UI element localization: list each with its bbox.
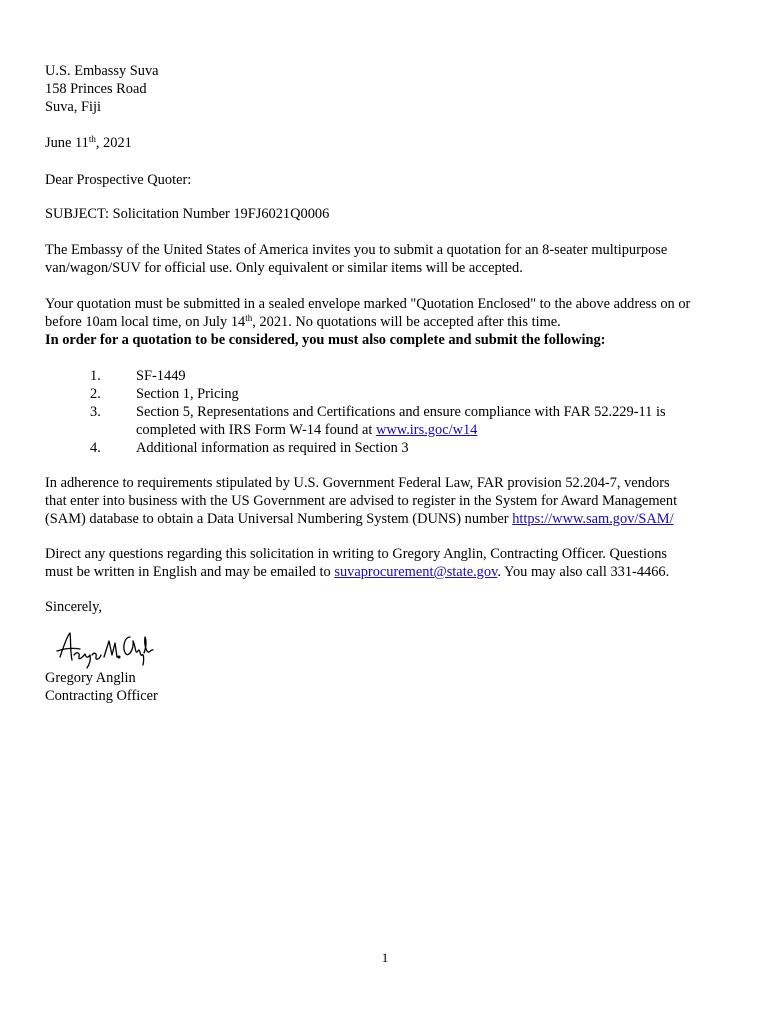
list-item: 4. Additional information as required in Section 3 <box>90 440 409 456</box>
list-item: 3. Section 5, Representations and Certifications and ensure compliance with FAR 52.229-11 is completed with IRS Form W-14 found at www.irs.goc/w14 <box>90 404 666 438</box>
signature-image <box>54 627 154 669</box>
page-number: 1 <box>381 950 389 965</box>
subject-line: SUBJECT: Solicitation Number 19FJ6021Q0006 <box>45 206 330 222</box>
requirements-list <box>45 367 735 457</box>
intro-paragraph: The Embassy of the United States of America invites you to submit a quotation for an 8-seater multipurpose van/wagon/SUV for official use. Only equivalent or similar items will be accepted. <box>45 242 668 276</box>
list-item: 2. Section 1, Pricing <box>90 386 239 402</box>
salutation: Dear Prospective Quoter: <box>45 172 192 188</box>
sam-paragraph: In adherence to requirements stipulated by U.S. Government Federal Law, FAR provision 52.204-7, vendors that enter into business with the US Government are advised to register in the System for Award Management (SAM) database to obtain a Data Universal Numbering System (DUNS) number https://www.sam.gov/SAM/ <box>45 475 678 527</box>
sam-link[interactable]: https://www.sam.gov/SAM/ <box>512 511 674 527</box>
signer-title: Contracting Officer <box>45 688 158 704</box>
contact-paragraph: Direct any questions regarding this solicitation in writing to Gregory Anglin, Contracting Officer. Questions must be written in English and may be emailed to suvaprocurement@state.gov. You may also call 331-4466. <box>45 546 670 580</box>
letter-date: June 11th, 2021 <box>45 134 132 151</box>
address-line: U.S. Embassy Suva <box>45 63 159 79</box>
address-line: 158 Princes Road <box>45 81 147 97</box>
signer-name: Gregory Anglin <box>45 670 136 686</box>
closing: Sincerely, <box>45 599 103 615</box>
irs-form-link[interactable]: www.irs.goc/w14 <box>375 422 478 438</box>
submission-paragraph: Your quotation must be submitted in a sealed envelope marked "Quotation Enclosed" to the above address on or before 10am local time, on July 14th, 2021. No quotations will be accepted after this time. In order for a quotation to be considered, you must also complete and submit the following: <box>45 295 735 349</box>
email-link[interactable]: suvaprocurement@state.gov <box>334 564 498 580</box>
list-item: 1. SF-1449 <box>90 368 186 384</box>
address-line: Suva, Fiji <box>45 99 101 115</box>
requirements-heading: In order for a quotation to be considered, you must also complete and submit the following: <box>45 332 606 348</box>
address-block <box>45 62 735 116</box>
signer-block <box>45 669 735 705</box>
